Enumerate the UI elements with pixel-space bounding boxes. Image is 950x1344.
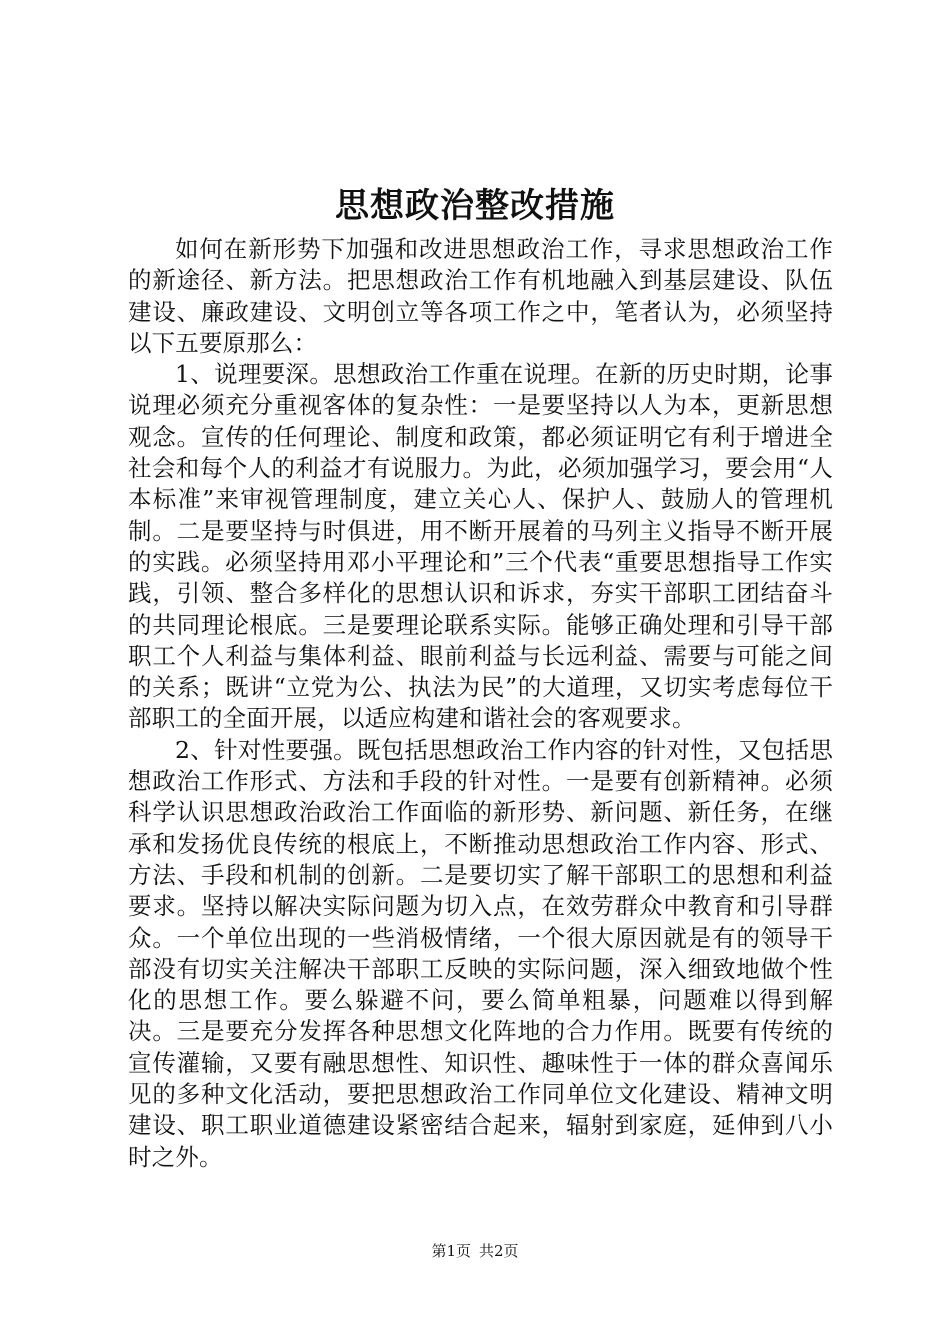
page-footer [0, 1240, 950, 1262]
document-title: 思想政治整改措施 [335, 186, 615, 226]
document-body [128, 234, 833, 1173]
section-1-paragraph: 1、说理要深。思想政治工作重在说理。在新的历史时期，论事说理必须充分重视客体的复杂性：一是要坚持以人为本，更新思想观念。宣传的任何理论、制度和政策，都必须证明它有利于增进全社会和每个人的利益才有说服力。为此，必须加强学习，要会用“人本标准”来审视管理制度，建立关心人、保护人、鼓励人的管理机制。二是要坚持与时俱进，用不断开展着的马列主义指导不断开展的实践。必须坚持用邓小平理论和”三个代表“重要思想指导工作实践，引领、整合多样化的思想认识和诉求，夯实干部职工团结奋斗的共同理论根底。三是要理论联系实际。能够正确处理和引导干部职工个人利益与集体利益、眼前利益与长远利益、需要与可能之间的关系；既讲“立党为公、执法为民”的大道理，又切实考虑每位干部职工的全面开展，以适应构建和谐社会的客观要求。 [128, 360, 833, 733]
intro-paragraph: 如何在新形势下加强和改进思想政治工作，寻求思想政治工作的新途径、新方法。把思想政治工作有机地融入到基层建设、队伍建设、廉政建设、文明创立等各项工作之中，笔者认为，必须坚持以下五要原那么： [128, 235, 833, 357]
section-2-paragraph: 2、针对性要强。既包括思想政治工作内容的针对性，又包括思想政治工作形式、方法和手段的针对性。一是要有创新精神。必须科学认识思想政治政治工作面临的新形势、新问题、新任务，在继承和发扬优良传统的根底上，不断推动思想政治工作内容、形式、方法、手段和机制的创新。二是要切实了解干部职工的思想和利益要求。坚持以解决实际问题为切入点，在效劳群众中教育和引导群众。一个单位出现的一些消极情绪，一个很大原因就是有的领导干部没有切实关注解决干部职工反映的实际问题，深入细致地做个性化的思想工作。要么躲避不问，要么简单粗暴，问题难以得到解决。三是要充分发挥各种思想文化阵地的合力作用。既要有传统的宣传灌输，又要有融思想性、知识性、趣味性于一体的群众喜闻乐见的多种文化活动，要把思想政治工作同单位文化建设、精神文明建设、职工职业道德建设紧密结合起来，辐射到家庭，延伸到八小时之外。 [128, 735, 833, 1171]
page-total: 共2页 [479, 1242, 519, 1260]
page-number: 第1页 [431, 1242, 471, 1260]
